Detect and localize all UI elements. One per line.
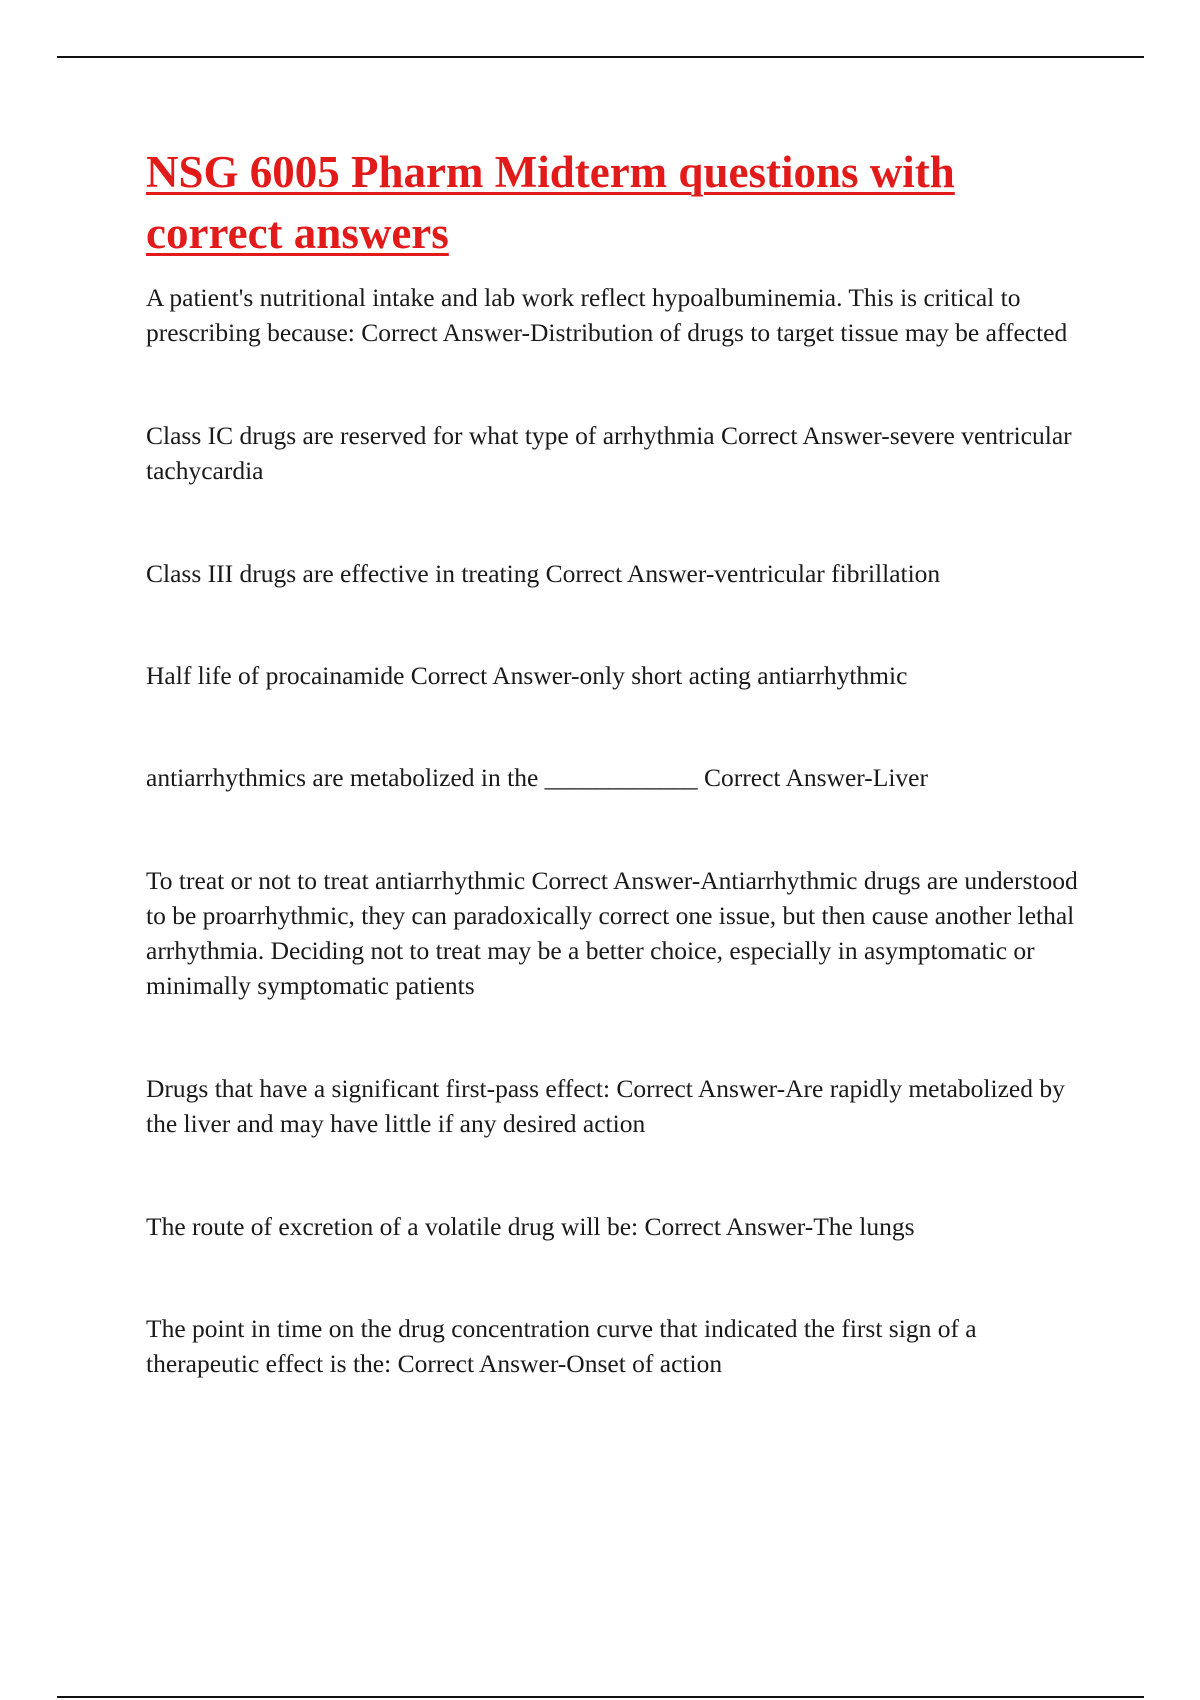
qa-item: The route of excretion of a volatile drug will be: Correct Answer-The lungs [146,1212,915,1241]
bottom-rule [57,1696,1144,1698]
qa-list [146,280,1096,1381]
document-title: NSG 6005 Pharm Midterm questions with correct answers [146,147,955,258]
top-rule [57,56,1144,58]
document-body [146,142,1096,1381]
qa-item: Class IC drugs are reserved for what type of arrhythmia Correct Answer-severe ventricular tachycardia [146,421,1072,485]
qa-item: Class III drugs are effective in treating Correct Answer-ventricular fibrillation [146,559,941,588]
qa-item: antiarrhythmics are metabolized in the ____________ Correct Answer-Liver [146,763,928,792]
qa-item: Drugs that have a significant first-pass effect: Correct Answer-Are rapidly metabolized by the liver and may have little if any desired action [146,1074,1065,1138]
qa-item: To treat or not to treat antiarrhythmic Correct Answer-Antiarrhythmic drugs are understood to be proarrhythmic, they can paradoxically correct one issue, but then cause another lethal arrhythmia. Deciding not to treat may be a better choice, especially in asymptomatic or minimally symptomatic patients [146,866,1078,1000]
qa-item: A patient's nutritional intake and lab work reflect hypoalbuminemia. This is critical to prescribing because: Correct Answer-Distribution of drugs to target tissue may be affected [146,283,1068,347]
qa-item: Half life of procainamide Correct Answer-only short acting antiarrhythmic [146,661,908,690]
qa-item: The point in time on the drug concentration curve that indicated the first sign of a therapeutic effect is the: Correct Answer-Onset of action [146,1314,977,1378]
